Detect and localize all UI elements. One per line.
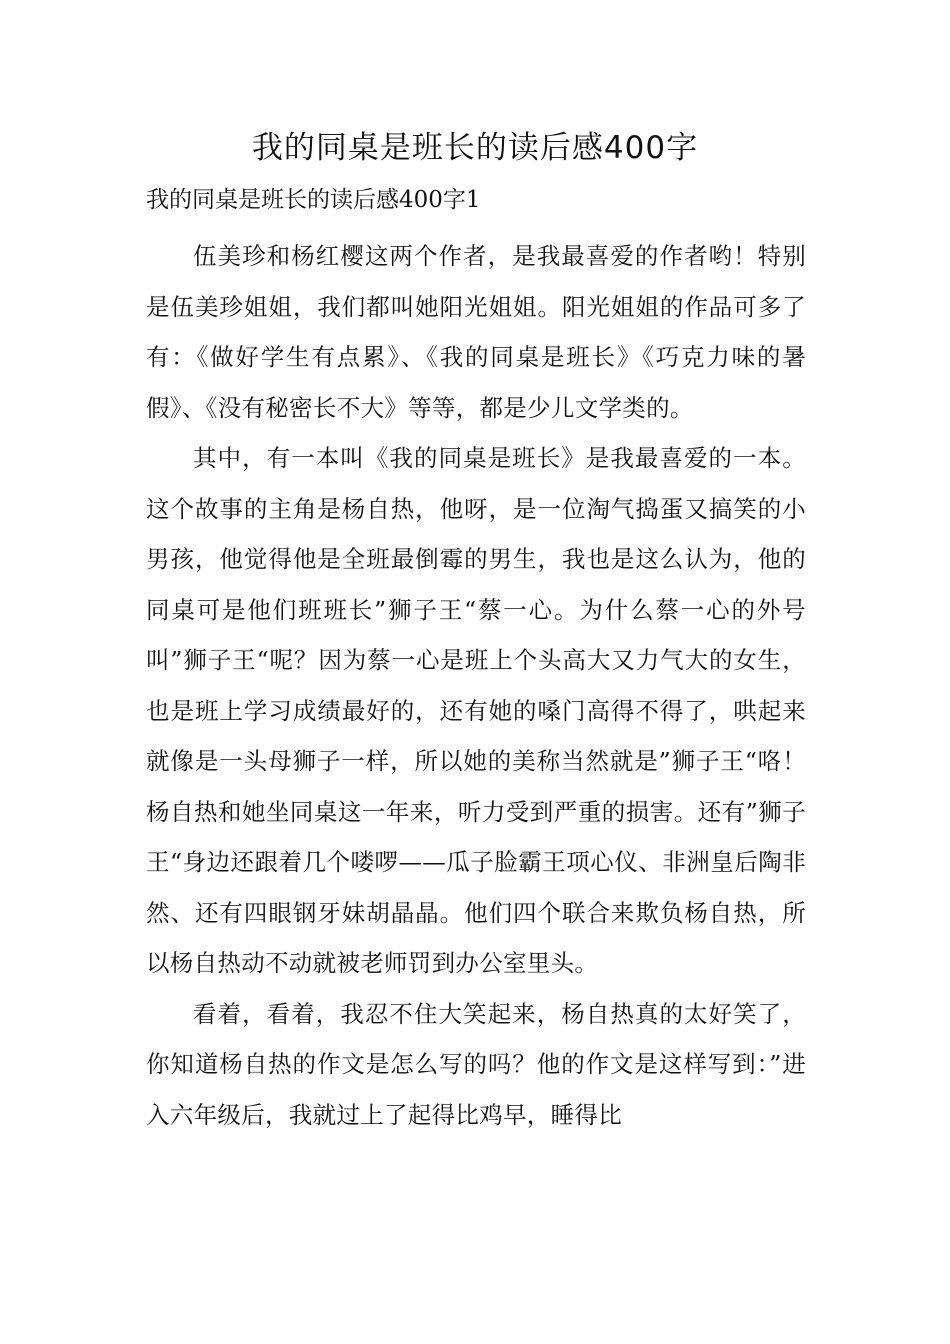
paragraph-3: 看着，看着，我忍不住大笑起来，杨自热真的太好笑了，你知道杨自热的作文是怎么写的吗？他的作文是这样写到：”进入六年级后，我就过上了起得比鸡早，睡得比 xyxy=(146,999,806,1129)
paragraph-2: 其中，有一本叫《我的同桌是班长》是我最喜爱的一本。这个故事的主角是杨自热，他呀，是一位淘气捣蛋又搞笑的小男孩，他觉得他是全班最倒霉的男生，我也是这么认为，他的同桌可是他们班班长”狮子王“蔡一心。为什么蔡一心的外号叫”狮子王“呢？因为蔡一心是班上个头高大又力气大的女生，也是班上学习成绩最好的，还有她的嗓门高得不得了，哄起来就像是一头母狮子一样，所以她的美称当然就是”狮子王“咯！杨自热和她坐同桌这一年来，听力受到严重的损害。还有”狮子王“身边还跟着几个喽啰——瓜子脸霸王项心仪、非洲皇后陶非然、还有四眼钢牙妹胡晶晶。他们四个联合来欺负杨自热，所以杨自热动不动就被老师罚到办公室里头。 xyxy=(146,444,806,977)
paragraph-1: 伍美珍和杨红樱这两个作者，是我最喜爱的作者哟！特别是伍美珍姐姐，我们都叫她阳光姐姐。阳光姐姐的作品可多了有：《做好学生有点累》、《我的同桌是班长》《巧克力味的暑假》、《没有秘密长不大》等等，都是少儿文学类的。 xyxy=(146,242,806,422)
document-title: 我的同桌是班长的读后感400字 xyxy=(251,130,699,166)
document-body xyxy=(146,231,806,1140)
document-subtitle: 我的同桌是班长的读后感400字1 xyxy=(146,187,481,213)
